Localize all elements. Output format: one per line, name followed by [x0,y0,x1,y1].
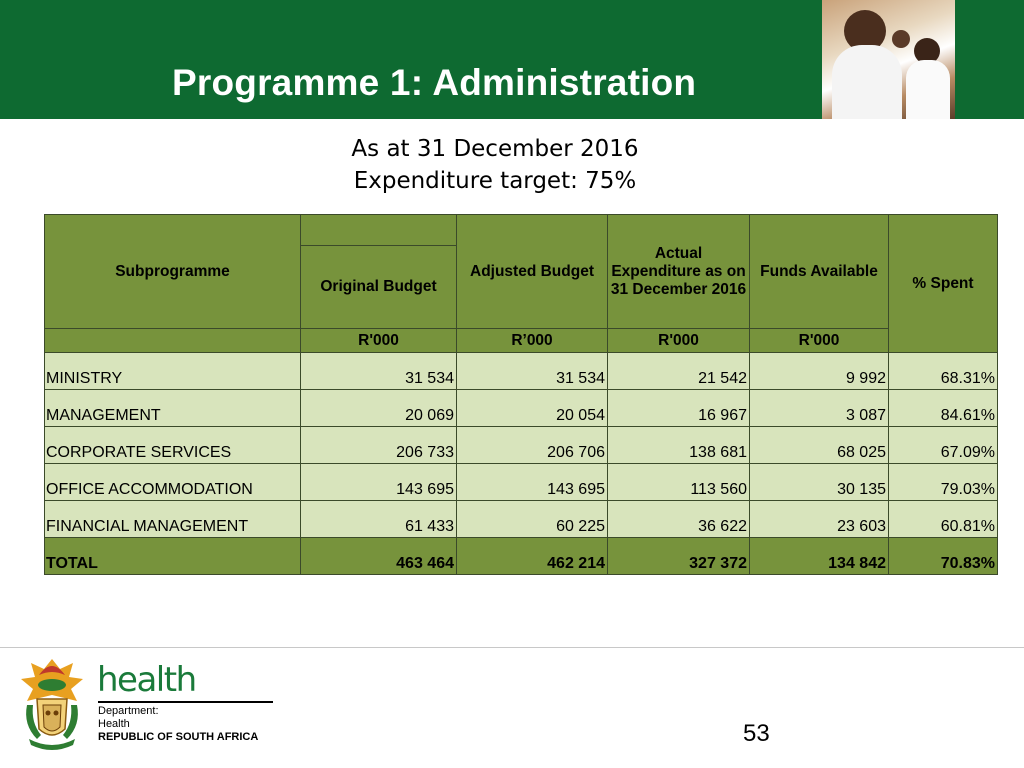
cell-spent: 67.09% [889,427,998,464]
total-adjusted: 462 214 [457,538,608,575]
cell-spent: 84.61% [889,390,998,427]
report-date: As at 31 December 2016 [351,136,639,162]
cell-available: 23 603 [750,501,889,538]
page-title: Programme 1: Administration [172,62,697,103]
total-label: TOTAL [45,538,301,575]
cell-spent: 79.03% [889,464,998,501]
unit-actual: R'000 [608,329,750,353]
table-row [45,501,998,538]
unit-original: R'000 [301,329,457,353]
row-name: OFFICE ACCOMMODATION [45,464,301,501]
header-adjusted-budget: Adjusted Budget [457,215,608,329]
cell-spent: 60.81% [889,501,998,538]
row-name: MINISTRY [45,353,301,390]
cell-original: 31 534 [301,353,457,390]
row-name: FINANCIAL MANAGEMENT [45,501,301,538]
header-actual-expenditure: Actual Expenditure as on 31 December 2016 [608,215,750,329]
cell-original: 143 695 [301,464,457,501]
unit-adjusted: R’000 [457,329,608,353]
total-row [45,538,998,575]
cell-adjusted: 143 695 [457,464,608,501]
coat-of-arms-icon [15,655,89,751]
expenditure-target: Expenditure target: 75% [353,168,637,194]
cell-adjusted: 206 706 [457,427,608,464]
cell-available: 9 992 [750,353,889,390]
cell-available: 30 135 [750,464,889,501]
table-row [45,390,998,427]
dept-line-3: REPUBLIC OF SOUTH AFRICA [98,731,259,743]
total-spent: 70.83% [889,538,998,575]
header-blank [301,215,457,246]
cell-original: 61 433 [301,501,457,538]
total-available: 134 842 [750,538,889,575]
cell-actual: 138 681 [608,427,750,464]
total-actual: 327 372 [608,538,750,575]
cell-spent: 68.31% [889,353,998,390]
table-row [45,464,998,501]
logo-rule [98,701,273,703]
header-original-budget: Original Budget [301,246,457,329]
total-original: 463 464 [301,538,457,575]
dept-line-1: Department: [98,705,159,717]
cell-actual: 36 622 [608,501,750,538]
footer-divider [0,647,1024,648]
header-photo [822,0,955,119]
cell-actual: 21 542 [608,353,750,390]
row-name: MANAGEMENT [45,390,301,427]
header-percent-spent: % Spent [889,215,998,353]
cell-available: 68 025 [750,427,889,464]
budget-table [44,214,998,575]
cell-available: 3 087 [750,390,889,427]
title-banner [0,0,1024,119]
cell-original: 206 733 [301,427,457,464]
cell-original: 20 069 [301,390,457,427]
page-number: 53 [743,720,770,747]
row-name: CORPORATE SERVICES [45,427,301,464]
cell-actual: 16 967 [608,390,750,427]
table-row [45,353,998,390]
cell-actual: 113 560 [608,464,750,501]
department-block [98,705,258,744]
cell-adjusted: 31 534 [457,353,608,390]
cell-adjusted: 60 225 [457,501,608,538]
table-row [45,427,998,464]
header-funds-available: Funds Available [750,215,889,329]
health-logo: health [97,660,196,700]
dept-line-2: Health [98,718,130,730]
cell-adjusted: 20 054 [457,390,608,427]
header-subprogramme: Subprogramme [45,215,301,329]
header-unit-spacer [45,329,301,353]
unit-available: R'000 [750,329,889,353]
